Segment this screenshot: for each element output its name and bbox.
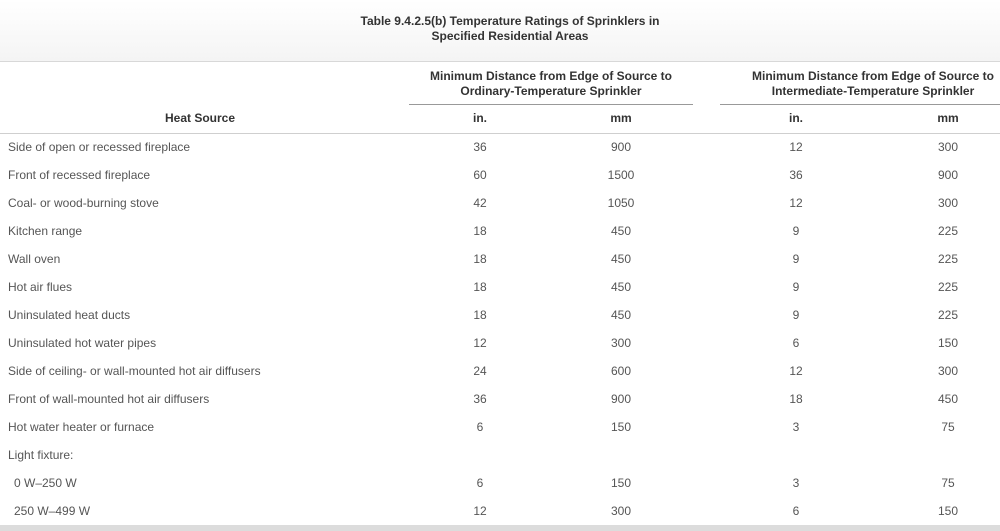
- in-ordinary-cell: 18: [473, 252, 487, 266]
- heat-source-cell: 0 W–250 W: [14, 476, 77, 490]
- heat-source-cell: Coal- or wood-burning stove: [8, 196, 159, 210]
- table-row: [0, 357, 1000, 385]
- heat-source-cell: Uninsulated hot water pipes: [8, 336, 157, 350]
- heat-source-cell: Hot air flues: [8, 280, 73, 294]
- mm-ordinary-cell: 1500: [607, 168, 635, 182]
- in-ordinary-cell: 12: [473, 504, 487, 518]
- heat-source-cell: Light fixture:: [8, 448, 74, 462]
- table-row: [0, 133, 1000, 161]
- in-ordinary-cell: 18: [473, 224, 487, 238]
- mm-ordinary-cell: 600: [610, 364, 632, 378]
- mm-intermediate-cell: 150: [937, 504, 959, 518]
- in-intermediate-cell: 12: [789, 140, 803, 154]
- mm-ordinary-cell: 900: [610, 392, 632, 406]
- group-header-intermediate-line1: Minimum Distance from Edge of Source to: [751, 69, 995, 83]
- table-row: [0, 161, 1000, 189]
- in-ordinary-cell: 42: [473, 196, 487, 210]
- mm-ordinary-cell: 450: [610, 252, 632, 266]
- mm-intermediate-cell: 450: [937, 392, 959, 406]
- heat-source-cell: Kitchen range: [8, 224, 83, 238]
- in-ordinary-cell: 6: [476, 476, 484, 490]
- heat-source-cell: Uninsulated heat ducts: [8, 308, 131, 322]
- in-intermediate-cell: 18: [789, 392, 803, 406]
- heat-source-cell: 250 W–499 W: [14, 504, 91, 518]
- in-ordinary-cell: 18: [473, 308, 487, 322]
- table-row: [0, 301, 1000, 329]
- in-intermediate-cell: 3: [792, 476, 800, 490]
- in-intermediate-cell: 6: [792, 504, 800, 518]
- caption-line-2: Specified Residential Areas: [431, 29, 589, 43]
- in-intermediate-cell: 9: [792, 308, 800, 322]
- group-header-ordinary-line2: Ordinary-Temperature Sprinkler: [460, 84, 642, 98]
- mm-ordinary-cell: 150: [610, 476, 632, 490]
- mm-ordinary-cell: 450: [610, 224, 632, 238]
- mm-intermediate-cell: 225: [937, 224, 959, 238]
- col-header-in-intermediate: in.: [789, 111, 803, 125]
- in-ordinary-cell: 18: [473, 280, 487, 294]
- heat-source-cell: Front of recessed fireplace: [8, 168, 151, 182]
- in-intermediate-cell: 3: [792, 420, 800, 434]
- group-header-ordinary: [410, 69, 692, 99]
- in-intermediate-cell: 9: [792, 224, 800, 238]
- in-intermediate-cell: 9: [792, 252, 800, 266]
- mm-ordinary-cell: 450: [610, 308, 632, 322]
- mm-intermediate-cell: 225: [937, 280, 959, 294]
- in-intermediate-cell: 9: [792, 280, 800, 294]
- in-intermediate-cell: 12: [789, 364, 803, 378]
- table-row: [0, 441, 1000, 469]
- mm-intermediate-cell: 900: [937, 168, 959, 182]
- mm-intermediate-cell: 300: [937, 140, 959, 154]
- in-ordinary-cell: 12: [473, 336, 487, 350]
- in-ordinary-cell: 36: [473, 140, 487, 154]
- mm-ordinary-cell: 1050: [607, 196, 635, 210]
- mm-ordinary-cell: 300: [610, 504, 632, 518]
- heat-source-cell: Wall oven: [8, 252, 61, 266]
- caption-line-1: Table 9.4.2.5(b) Temperature Ratings of Sprinklers in: [360, 14, 660, 28]
- in-intermediate-cell: 6: [792, 336, 800, 350]
- in-ordinary-cell: 24: [473, 364, 487, 378]
- heat-source-cell: Side of ceiling- or wall-mounted hot air diffusers: [8, 364, 261, 378]
- mm-intermediate-cell: 225: [937, 308, 959, 322]
- mm-ordinary-cell: 300: [610, 336, 632, 350]
- col-header-mm-ordinary: mm: [610, 111, 632, 125]
- table-row: [0, 273, 1000, 301]
- col-header-in-ordinary: in.: [473, 111, 487, 125]
- group-underline-ordinary: [409, 104, 693, 105]
- group-header-intermediate: [748, 69, 998, 99]
- mm-intermediate-cell: 300: [937, 196, 959, 210]
- mm-ordinary-cell: 450: [610, 280, 632, 294]
- mm-intermediate-cell: 150: [937, 336, 959, 350]
- table-row: [0, 385, 1000, 413]
- group-underline-intermediate: [720, 104, 1000, 105]
- heat-source-cell: Hot water heater or furnace: [8, 420, 155, 434]
- in-ordinary-cell: 36: [473, 392, 487, 406]
- group-header-ordinary-line1: Minimum Distance from Edge of Source to: [429, 69, 673, 83]
- table-row: [0, 329, 1000, 357]
- in-ordinary-cell: 6: [476, 420, 484, 434]
- bottom-edge: [0, 525, 1000, 531]
- table-caption: [300, 14, 720, 44]
- mm-intermediate-cell: 75: [941, 476, 955, 490]
- mm-intermediate-cell: 300: [937, 364, 959, 378]
- table-row: [0, 189, 1000, 217]
- mm-intermediate-cell: 75: [941, 420, 955, 434]
- mm-ordinary-cell: 150: [610, 420, 632, 434]
- mm-ordinary-cell: 900: [610, 140, 632, 154]
- in-intermediate-cell: 12: [789, 196, 803, 210]
- table-row: [0, 245, 1000, 273]
- heat-source-cell: Side of open or recessed fireplace: [8, 140, 191, 154]
- group-header-intermediate-line2: Intermediate-Temperature Sprinkler: [771, 84, 975, 98]
- table-row: [0, 469, 1000, 497]
- heat-source-cell: Front of wall-mounted hot air diffusers: [8, 392, 210, 406]
- in-ordinary-cell: 60: [473, 168, 487, 182]
- col-header-mm-intermediate: mm: [937, 111, 959, 125]
- mm-intermediate-cell: 225: [937, 252, 959, 266]
- table-row: [0, 217, 1000, 245]
- table-row: [0, 497, 1000, 525]
- in-intermediate-cell: 36: [789, 168, 803, 182]
- table-row: [0, 413, 1000, 441]
- heat-source-header: Heat Source: [164, 111, 236, 125]
